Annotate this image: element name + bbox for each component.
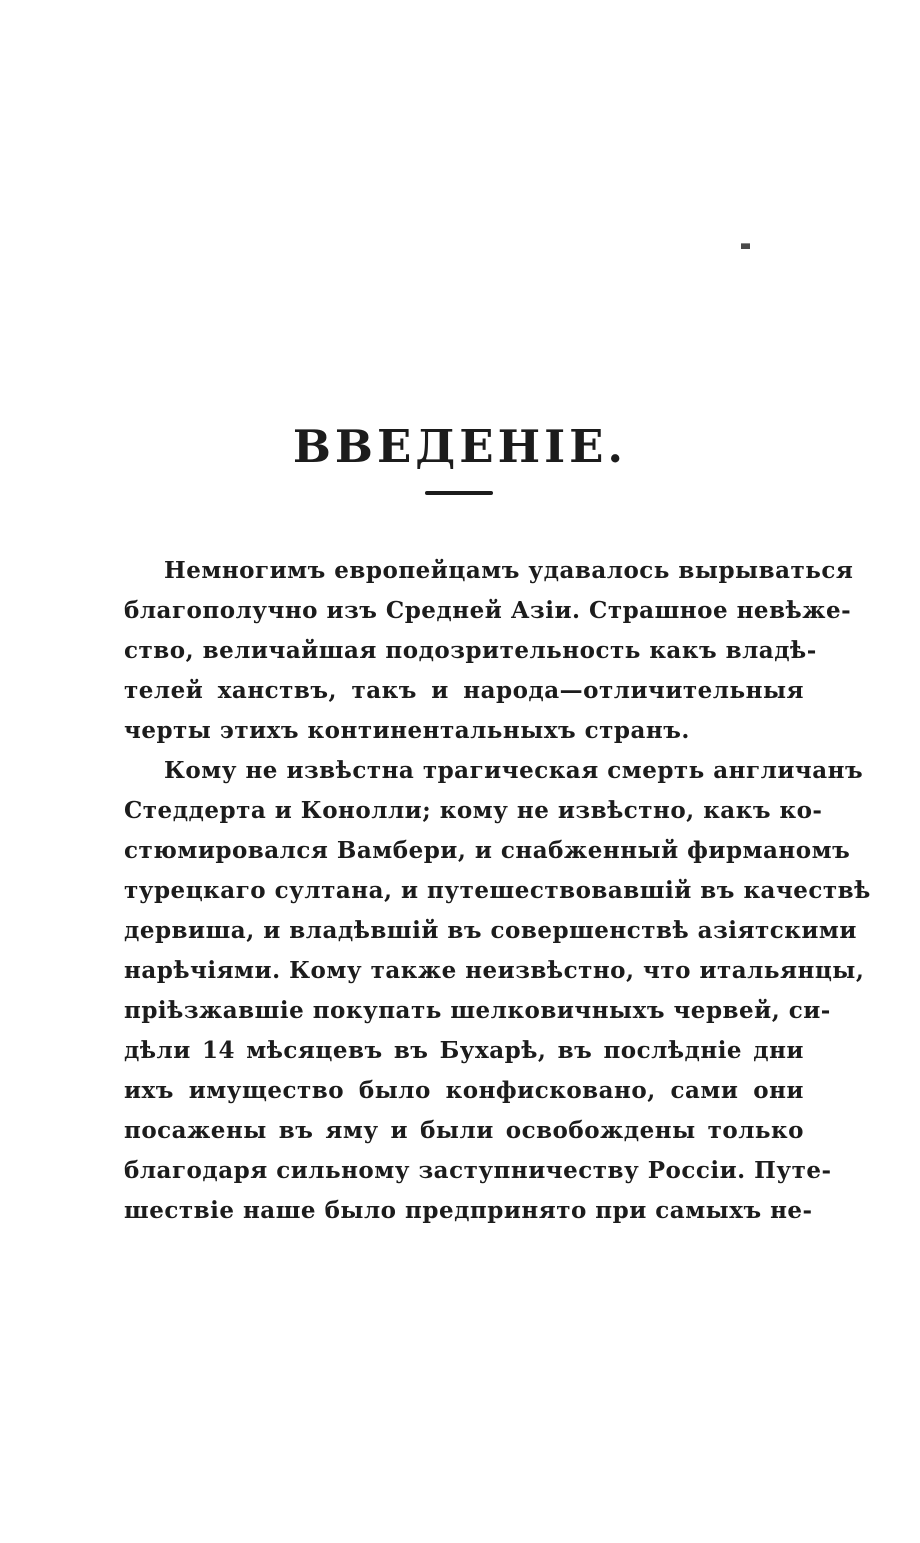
text-line: Стеддерта и Конолли; кому не извѣстно, какъ ко- [124, 797, 823, 824]
text-line: пріѣзжавшіе покупать шелковичныхъ червей, си- [124, 997, 831, 1024]
text-line: телей ханствъ, такъ и народа—отличительныя [124, 677, 804, 704]
text-line: Немногимъ европейцамъ удавалось вырываться [164, 557, 854, 584]
text-line: ихъ имущество было конфисковано, сами они [124, 1077, 804, 1104]
body-text-block [124, 551, 871, 1231]
text-line: дервиша, и владѣвшій въ совершенствѣ азіятскими [124, 917, 857, 944]
text-line: стюмировался Вамбери, и снабженный фирманомъ [124, 837, 851, 864]
text-line: благодаря сильному заступничеству Россіи. Путе- [124, 1157, 832, 1184]
text-line: черты этихъ континентальныхъ странъ. [124, 717, 690, 744]
text-line: благополучно изъ Средней Азіи. Страшное невѣже- [124, 597, 852, 624]
text-line: Кому не извѣстна трагическая смерть англичанъ [164, 757, 864, 784]
text-line: посажены въ яму и были освобождены только [124, 1117, 804, 1144]
chapter-title: ВВЕДЕНІЕ. [292, 420, 628, 474]
text-line: дѣли 14 мѣсяцевъ въ Бухарѣ, въ послѣдніе дни [124, 1037, 804, 1064]
title-divider-rule [425, 491, 493, 495]
text-line: турецкаго султана, и путешествовавшій въ качествѣ [124, 877, 871, 904]
text-line: ство, величайшая подозрительность какъ владѣ- [124, 637, 817, 664]
scan-speck-artifact [741, 243, 750, 249]
text-line: шествіе наше было предпринято при самыхъ не- [124, 1197, 813, 1224]
text-line: нарѣчіями. Кому также неизвѣстно, что итальянцы, [124, 957, 865, 984]
